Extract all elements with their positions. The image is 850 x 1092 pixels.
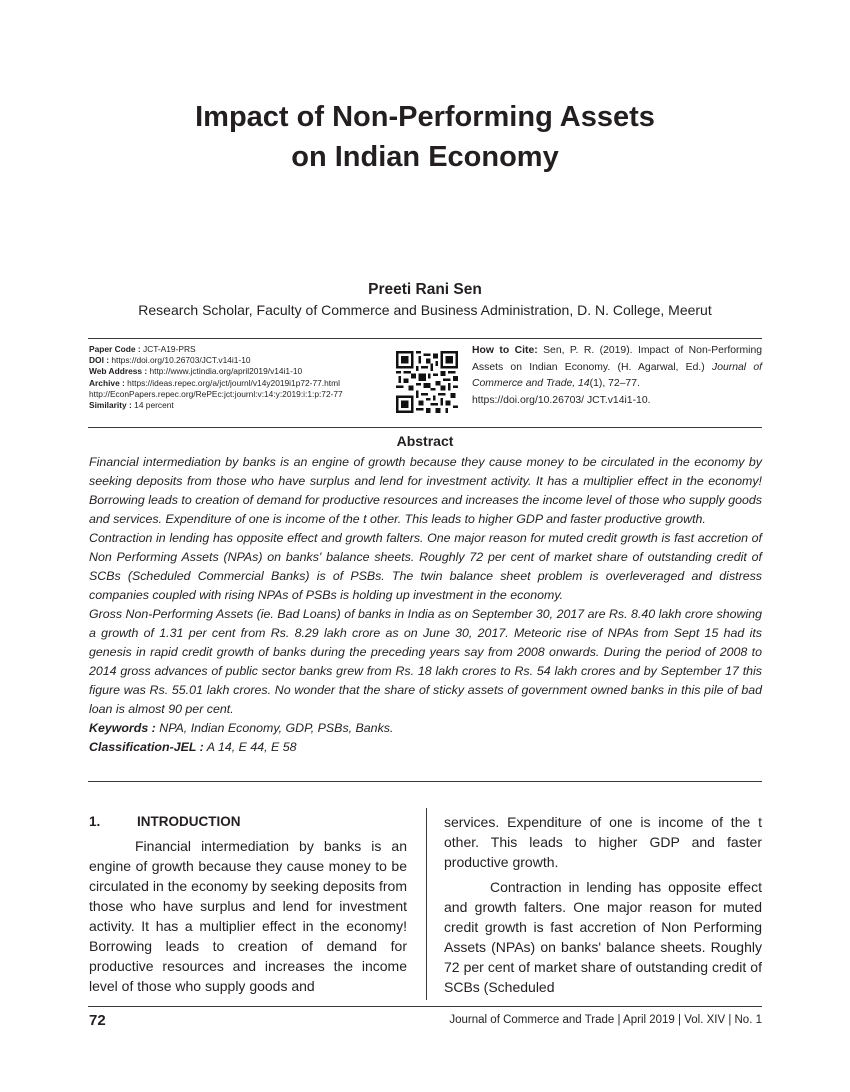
journal-footer: Journal of Commerce and Trade | April 2019 | Vol. XIV | No. 1 <box>449 1014 762 1026</box>
body-paragraph: Financial intermediation by banks is an engine of growth because they cause money to be circulated in the economy by seeking deposits from those who have surplus and lend for investment activity. It has a multiplier effect in the economy! Borrowing leads to creation of demand for productive resources and increases the income level of those who supply goods and <box>89 838 407 994</box>
archive-link[interactable]: https://ideas.repec.org/a/jct/journl/v14y2019i1p72-77.html <box>127 377 340 388</box>
footer-divider <box>88 1006 762 1007</box>
section-heading <box>89 812 407 832</box>
divider-top <box>88 338 762 339</box>
title-line-2: on Indian Economy <box>291 141 559 173</box>
web-address-row: Web Address : http://www.jctindia.org/april2019/v14i1-10 <box>89 366 303 377</box>
abstract-heading: Abstract <box>396 433 454 449</box>
abstract-paragraph-2: Contraction in lending has opposite effect and growth falters. One major reason for muted credit growth is fast accretion of Non Performing Assets (NPAs) on banks' balance sheets. Roughly 72 per cent of market share of outstanding credit of SCBs (Scheduled Commercial Banks) is of PSBs. The twin balance sheet problem is overleveraged and distress companies coupled with rising NPAs of PSBs is holding up investment in the economy. <box>89 531 762 602</box>
section-title: INTRODUCTION <box>137 814 241 829</box>
qr-code-icon <box>396 351 458 413</box>
divider-abstract-bottom <box>88 781 762 782</box>
divider-abstract-top <box>88 427 762 428</box>
page-number: 72 <box>89 1012 106 1029</box>
body-column-right <box>444 812 762 997</box>
econpapers-row[interactable]: http://EconPapers.repec.org/RePEc:jct:journl:v:14:y:2019:i:1:p:72-77 <box>89 388 343 399</box>
author-name: Preeti Rani Sen <box>368 281 482 298</box>
column-divider <box>426 808 427 1000</box>
cite-doi-link[interactable]: https://doi.org/10.26703/ JCT.v14i1-10. <box>472 394 651 406</box>
abstract-body <box>89 453 762 757</box>
abstract-paragraph-1: Financial intermediation by banks is an engine of growth because they cause money to be circulated in the economy by seeking deposits from those who have surplus and lend for investment activity. It has a multiplier effect in the economy! Borrowing leads to creation of demand for productive resources and increases the income level of those who supply goods and services. Expenditure of one is income of the t other. This leads to higher GDP and faster productive growth. <box>89 455 762 526</box>
body-column-left <box>89 812 407 996</box>
body-paragraph: Contraction in lending has opposite effect and growth falters. One major reason for muted credit growth is fast accretion of Non Performing Assets (NPAs) on banks' balance sheets. Roughly 72 per cent of market share of outstanding credit of SCBs (Scheduled <box>444 879 762 995</box>
paper-code-row: Paper Code : JCT-A19-PRS <box>89 344 196 354</box>
abstract-paragraph-3: Gross Non-Performing Assets (ie. Bad Loans) of banks in India as on September 30, 2017 are Rs. 8.40 lakh crore showing a growth of 1.31 per cent from Rs. 8.29 lakh crore as on June 30, 2017. Meteoric rise of NPAs from Sept 15 had its genesis in rapid credit growth of banks during the preceding years say from 2008 onwards. During the period of 2008 to 2014 gross advances of public sector banks grew from Rs. 18 lakh crores to Rs. 54 lakh crores and by September 17 this figure was Rs. 55.01 lakh crores. No wonder that the share of sticky assets of government owned banks in this pile of bad loan is almost 90 per cent. <box>89 607 762 716</box>
body-paragraph: services. Expenditure of one is income of the t other. This leads to higher GDP and faster productive growth. <box>444 814 762 870</box>
jel-classification: Classification-JEL : A 14, E 44, E 58 <box>89 740 297 754</box>
doi-link[interactable]: https://doi.org/10.26703/JCT.v14i1-10 <box>111 355 251 366</box>
web-link[interactable]: http://www.jctindia.org/april2019/v14i1-10 <box>149 366 303 377</box>
keywords: Keywords : NPA, Indian Economy, GDP, PSBs, Banks. <box>89 721 394 735</box>
paper-title <box>0 97 850 177</box>
doi-row: DOI : https://doi.org/10.26703/JCT.v14i1-10 <box>89 355 251 366</box>
title-line-1: Impact of Non-Performing Assets <box>195 101 655 133</box>
archive-row: Archive : https://ideas.repec.org/a/jct/journl/v14y2019i1p72-77.html <box>89 377 340 388</box>
paper-metadata <box>89 344 389 411</box>
section-number: 1. <box>89 814 101 829</box>
how-to-cite: How to Cite: Sen, P. R. (2019). Impact of Non-Performing Assets on Indian Economy. (H. Agarwal, Ed.) Journal of Commerce and Trade, 14(1), 72–77. https://doi.org/10.26703/ JCT.v14i1-10. <box>472 345 763 406</box>
similarity-row: Similarity : 14 percent <box>89 400 174 411</box>
author-affiliation: Research Scholar, Faculty of Commerce and Business Administration, D. N. College, Meerut <box>138 302 712 318</box>
